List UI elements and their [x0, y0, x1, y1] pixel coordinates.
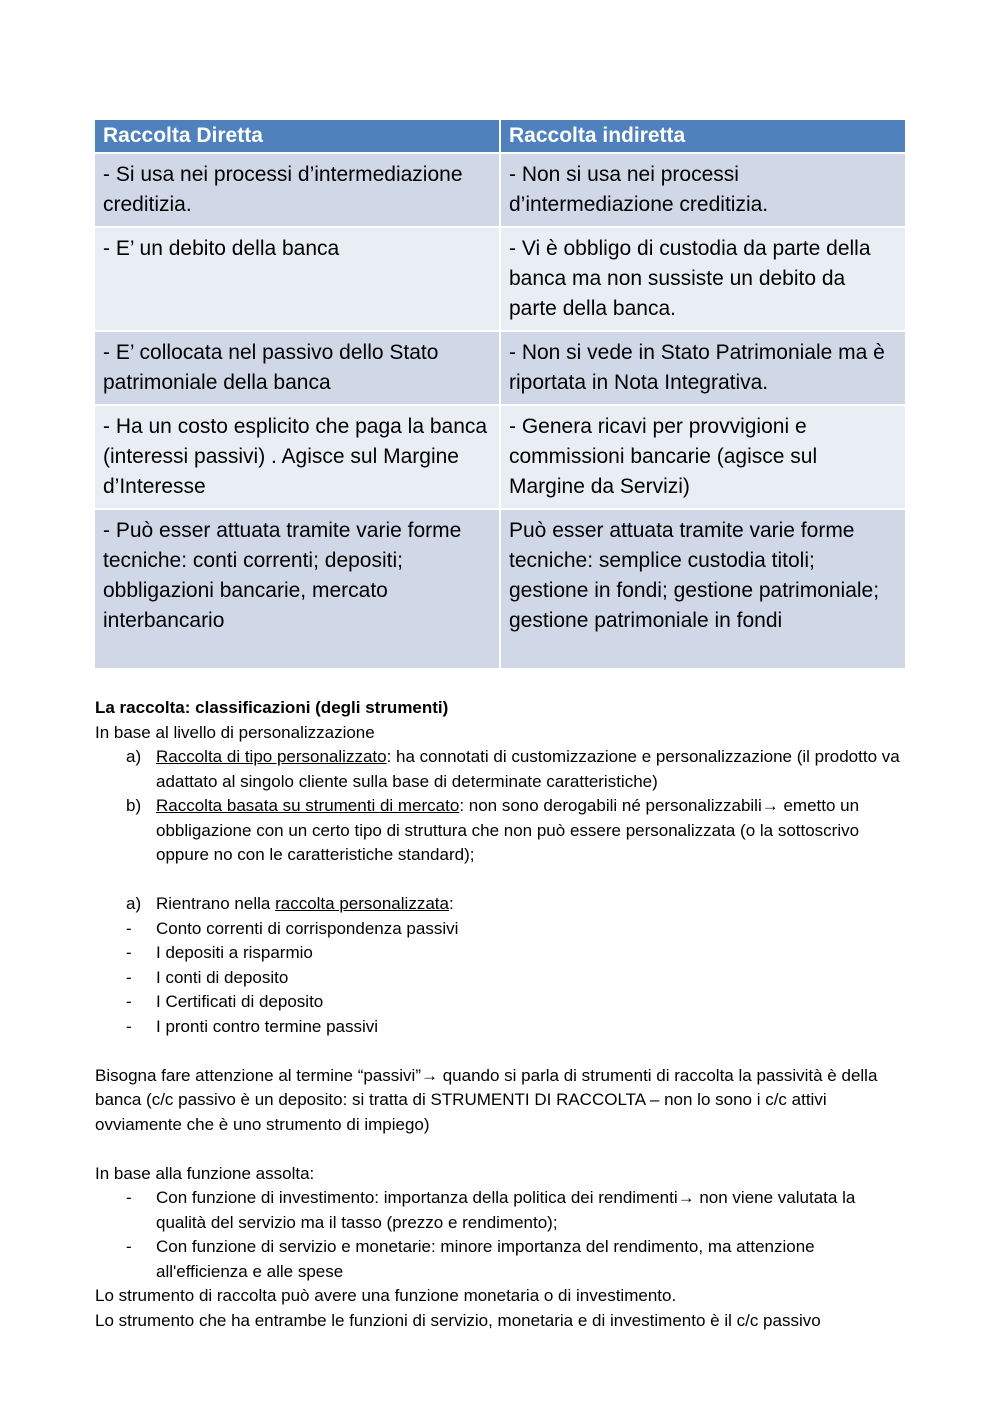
list-item — [95, 941, 905, 966]
underlined-term: Raccolta di tipo personalizzato — [156, 747, 387, 766]
list-item — [95, 1186, 905, 1235]
table-cell: - E’ un debito della banca — [95, 227, 500, 331]
list-item — [95, 966, 905, 991]
arrow-right-icon: → — [761, 796, 779, 815]
dash-marker: - — [126, 992, 132, 1011]
dash-marker: - — [126, 1188, 132, 1207]
body-text — [95, 696, 905, 1333]
comparison-table — [95, 120, 905, 670]
list-item-a — [95, 745, 905, 794]
item-text: Rientrano nella — [156, 894, 276, 913]
funzione-intro: In base alla funzione assolta: — [95, 1163, 315, 1183]
table-header-row — [95, 120, 905, 153]
header-raccolta-indiretta: Raccolta indiretta — [500, 120, 905, 153]
list-item — [95, 917, 905, 942]
closing-line-1: Lo strumento di raccolta può avere una funzione monetaria o di investimento. — [95, 1286, 677, 1305]
paragraph-text: Bisogna fare attenzione al termine “passivi” — [95, 1065, 421, 1085]
list-item — [95, 1235, 905, 1284]
intro-line: In base al livello di personalizzazione — [95, 722, 375, 742]
item-text: : — [448, 894, 454, 913]
table-row — [95, 509, 905, 669]
dash-marker: - — [126, 1237, 132, 1256]
underlined-term: Raccolta basata su strumenti di mercato — [156, 796, 460, 815]
item-text: Conto correnti di corrispondenza passivi — [156, 918, 459, 938]
table-row — [95, 153, 905, 227]
table-cell: - Non si vede in Stato Patrimoniale ma è riportata in Nota Integrativa. — [500, 331, 905, 405]
list-item-b — [95, 794, 905, 868]
section-title: La raccolta: classificazioni (degli strumenti) — [95, 698, 449, 717]
document-page — [95, 120, 905, 1333]
table-cell: - Vi è obbligo di custodia da parte della banca ma non sussiste un debito da parte della banca. — [500, 227, 905, 331]
underlined-term: raccolta personalizzata — [275, 894, 449, 913]
table-cell: Può esser attuata tramite varie forme tecniche: semplice custodia titoli; gestione in fondi; gestione patrimoniale; gestione patrimoniale in fondi — [500, 509, 905, 669]
item-text: Con funzione di servizio e monetarie: minore importanza del rendimento, ma attenzione all'efficienza e alle spese — [156, 1237, 815, 1281]
paragraph-passivi — [95, 1064, 905, 1138]
table-row — [95, 405, 905, 509]
table-row — [95, 227, 905, 331]
list-marker: a) — [126, 894, 142, 913]
item-text: emetto un obbligazione con un certo tipo di struttura che non può essere personalizzata (o la sottoscrivo oppure no con le caratteristiche standard); — [156, 796, 860, 864]
table-cell: - Ha un costo esplicito che paga la banca (interessi passivi) . Agisce sul Margine d’Interesse — [95, 405, 500, 509]
item-text: I conti di deposito — [156, 967, 289, 987]
item-text: I depositi a risparmio — [156, 943, 313, 962]
closing-line-2: Lo strumento che ha entrambe le funzioni di servizio, monetaria e di investimento è il c/c passivo — [95, 1310, 821, 1330]
list-marker: a) — [126, 747, 142, 766]
table-cell: - Si usa nei processi d’intermediazione creditizia. — [95, 153, 500, 227]
item-text: I Certificati di deposito — [156, 992, 324, 1011]
paragraph-text: quando si parla di strumenti di raccolta la passività è della banca (c/c passivo è un deposito: si tratta di STRUMENTI DI RACCOLTA – non lo sono i c/c attivi ovviamente che è uno strumento di impiego) — [95, 1065, 878, 1134]
dash-marker: - — [126, 943, 132, 962]
dash-marker: - — [126, 1016, 132, 1036]
arrow-right-icon: → — [421, 1065, 438, 1085]
table-cell: - Genera ricavi per provvigioni e commissioni bancarie (agisce sul Margine da Servizi) — [500, 405, 905, 509]
item-text: I pronti contro termine passivi — [156, 1016, 379, 1036]
list-item — [95, 1015, 905, 1040]
table-cell: - Può esser attuata tramite varie forme tecniche: conti correnti; depositi; obbligazioni bancarie, mercato interbancario — [95, 509, 500, 669]
item-text: : non sono derogabili né personalizzabili — [459, 796, 762, 815]
list-marker: b) — [126, 796, 142, 815]
table-cell: - Non si usa nei processi d’intermediazione creditizia. — [500, 153, 905, 227]
list-item-a2 — [95, 892, 905, 917]
list-item — [95, 990, 905, 1015]
header-raccolta-diretta: Raccolta Diretta — [95, 120, 500, 153]
table-cell: - E’ collocata nel passivo dello Stato patrimoniale della banca — [95, 331, 500, 405]
dash-marker: - — [126, 918, 132, 938]
item-text: non viene valutata la qualità del servizio ma il tasso (prezzo e rendimento); — [156, 1188, 856, 1232]
arrow-right-icon: → — [677, 1188, 695, 1207]
item-text: : ha connotati di customizzazione e personalizzazione (il prodotto va adattato al singolo cliente sulla base di determinate caratteristiche) — [156, 747, 900, 791]
item-text: Con funzione di investimento: importanza della politica dei rendimenti — [156, 1188, 678, 1207]
dash-marker: - — [126, 967, 132, 987]
table-row — [95, 331, 905, 405]
